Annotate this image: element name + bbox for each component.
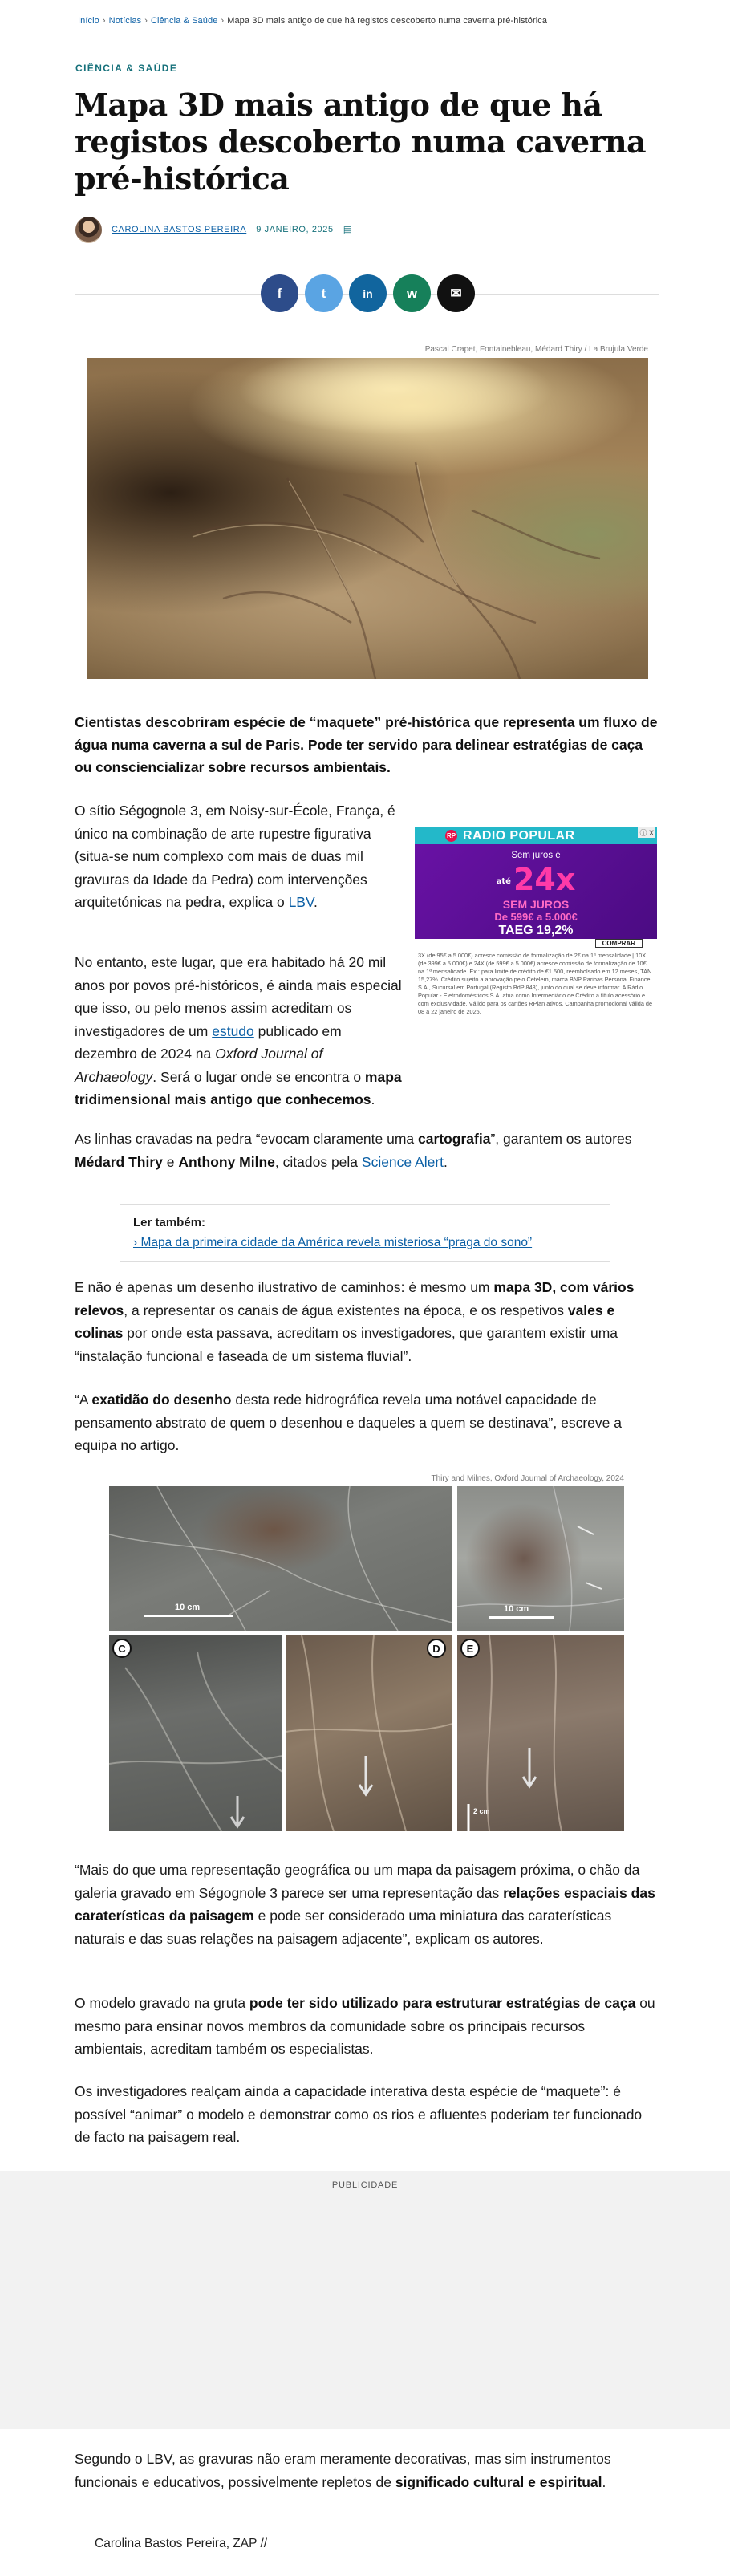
- ad-taeg: TAEG 19,2%: [498, 924, 574, 937]
- paragraph-4-text: , a representar os canais de água existentes na época, e os respetivos: [124, 1302, 568, 1318]
- related-article-box: [120, 1204, 610, 1262]
- panel-c-lines: [109, 1635, 282, 1831]
- byline: [75, 215, 353, 244]
- paragraph-5: [75, 1388, 660, 1457]
- scale-bar: [489, 1616, 554, 1619]
- figure-panel-d: [286, 1635, 452, 1831]
- paragraph-5-bold: exatidão do desenho: [91, 1392, 232, 1408]
- ad-brand: RADIO POPULAR: [463, 829, 575, 843]
- publish-date: 9 JANEIRO, 2025: [256, 225, 334, 234]
- ad-big: 24x: [513, 862, 576, 897]
- paragraph-1-end: .: [314, 894, 318, 910]
- paragraph-2-text: No entanto, este lugar, que era habitado há 20 mil anos por povos pré-históricos, é ainda mais especial que isso, ou pelo menos assim acreditam os investigadores de um: [75, 954, 402, 1039]
- breadcrumb-section[interactable]: Ciência & Saúde: [150, 16, 218, 26]
- paragraph-9-text: Segundo o LBV, as gravuras não eram meramente decorativas, mas sim instrumentos funcionais e educativos, possivelmente repletos de: [75, 2451, 611, 2490]
- paragraph-4-end: por onde esta passava, acreditam os investigadores, que garantem existir uma “instalação funcional e faseada de um sistema fluvial”.: [75, 1325, 618, 1364]
- paragraph-7: [75, 1992, 660, 2061]
- advertisement[interactable]: [415, 827, 657, 1027]
- author-link[interactable]: CAROLINA BASTOS PEREIRA: [112, 225, 247, 234]
- panel-b-lines: [457, 1486, 624, 1631]
- paragraph-3-end: .: [444, 1153, 448, 1170]
- scale-bar: [144, 1615, 233, 1617]
- paragraph-6-bold: relações espaciais das caraterísticas da paisagem: [75, 1884, 655, 1924]
- panel-d-lines: [286, 1635, 452, 1831]
- paragraph-6: [75, 1859, 660, 1950]
- panel-d-label: D: [427, 1639, 446, 1658]
- author-signature: Carolina Bastos Pereira, ZAP //: [95, 2537, 268, 2550]
- twitter-share-button[interactable]: [305, 274, 343, 312]
- paragraph-9: [75, 2448, 660, 2493]
- study-link[interactable]: estudo: [212, 1022, 254, 1039]
- paragraph-3-text: As linhas cravadas na pedra “evocam claramente uma: [75, 1131, 418, 1147]
- breadcrumb-separator: ›: [102, 16, 106, 26]
- image-credit: Pascal Crapet, Fontainebleau, Médard Thiry / La Brujula Verde: [424, 345, 648, 354]
- twitter-icon: t: [321, 285, 326, 301]
- ad-placeholder: [0, 2171, 730, 2429]
- science-alert-link[interactable]: Science Alert: [361, 1153, 444, 1170]
- paragraph-2-text: . Será o lugar onde se encontra o: [152, 1068, 365, 1085]
- breadcrumb-home[interactable]: Início: [78, 16, 99, 26]
- paragraph-1: [75, 799, 407, 914]
- figure-panel-e: [457, 1635, 624, 1831]
- comment-icon[interactable]: ▤: [343, 224, 353, 235]
- figure-panel-b: [457, 1486, 624, 1631]
- facebook-share-button[interactable]: [261, 274, 298, 312]
- paragraph-4: [75, 1276, 660, 1367]
- page-title: Mapa 3D mais antigo de que há registos descoberto numa caverna pré-histórica: [75, 87, 647, 197]
- related-article-link[interactable]: › Mapa da primeira cidade da América revela misteriosa “praga do sono”: [133, 1236, 533, 1249]
- figure-panel-a: [109, 1486, 452, 1631]
- ad-brand-badge: RP: [445, 830, 457, 842]
- ad-no-interest: SEM JUROS: [502, 898, 570, 911]
- engraving-figure: [109, 1486, 624, 1831]
- paragraph-3-bold: cartografia: [418, 1131, 491, 1147]
- cave-engravings: [87, 358, 648, 679]
- ad-fine-print: 3X (de 95€ a 5.000€) acresce comissão de formalização de 2€ na 1ª mensalidade | 10X (de 399€ a 5.000€) e 24X (de 599€ a 5.000€) acresce comissão de formalização de 10€ na 1ª mensalidade. Ex.: para limite de crédito de €1.500, reembolsado em 12 meses, TAN 15,27%. Crédito sujeito a aprovação pelo Cetelem, marca BNP Paribas Personal Finance, S.A., Sucursal em Portugal (Registo BdP 848), junto do qual se deve informar. A Rádio Popular - Eletrodomésticos S.A. atua como Intermediário de Crédito a título acessório e com exclusividade. Válido para os cartões RPlan ativos. Campanha promocional válida de 08 a 22 janeiro de 2025.: [418, 952, 653, 1015]
- breadcrumb-current: Mapa 3D mais antigo de que há registos descoberto numa caverna pré-histórica: [227, 16, 548, 26]
- paragraph-7-text: O modelo gravado na gruta: [75, 1995, 249, 2011]
- panel-e-label: E: [460, 1639, 480, 1658]
- ad-range: De 599€ a 5.000€: [494, 911, 578, 923]
- lbv-link[interactable]: LBV: [288, 894, 314, 910]
- paragraph-4-bold: mapa 3D, com vários relevos: [75, 1279, 635, 1318]
- paragraph-7-end: ou mesmo para ensinar novos membros da comunidade sobre os principais recursos ambientais, acreditam também os especialistas.: [75, 1995, 655, 2057]
- journal-name: Oxford Journal of Archaeology: [75, 1046, 323, 1085]
- figure-panel-c: [109, 1635, 282, 1831]
- breadcrumb-separator: ›: [144, 16, 148, 26]
- ad-line1: Sem juros é: [511, 851, 561, 860]
- author-name: Médard Thiry: [75, 1153, 163, 1170]
- author-name: Anthony Milne: [178, 1153, 275, 1170]
- paragraph-3: [75, 1128, 660, 1173]
- breadcrumb: [78, 16, 547, 26]
- panel-a-lines: [109, 1486, 452, 1631]
- paragraph-2-end: .: [371, 1091, 375, 1107]
- paragraph-6-end: e pode ser considerado uma miniatura das caraterísticas naturais e das suas relações na paisagem adjacente”, explicam os autores.: [75, 1908, 612, 1947]
- email-share-button[interactable]: [437, 274, 475, 312]
- paragraph-4-bold: vales e colinas: [75, 1302, 615, 1341]
- breadcrumb-separator: ›: [221, 16, 225, 26]
- paragraph-2: [75, 951, 407, 1111]
- related-heading: Ler também:: [133, 1216, 206, 1229]
- whatsapp-share-button[interactable]: [393, 274, 431, 312]
- paragraph-3-text: e: [162, 1153, 179, 1170]
- paragraph-2-bold: mapa tridimensional mais antigo que conhecemos: [75, 1068, 402, 1107]
- ad-headline: [415, 862, 657, 897]
- ad-close-button[interactable]: ⓘ X: [639, 829, 654, 837]
- ad-label: PUBLICIDADE: [331, 2180, 399, 2190]
- paragraph-5-end: desta rede hidrográfica revela uma notável capacidade de pensamento abstrato de quem o desenhou e daqueles a quem se destinava”, escreve a equipa no artigo.: [75, 1392, 622, 1453]
- paragraph-2-text: publicado em dezembro de 2024 na: [75, 1022, 342, 1062]
- scale-label: 10 cm: [504, 1604, 529, 1614]
- whatsapp-icon: w: [406, 285, 418, 301]
- paragraph-3-text: ”, garantem os autores: [490, 1131, 632, 1147]
- share-bar: [261, 274, 475, 312]
- paragraph-4-text: E não é apenas um desenho ilustrativo de caminhos: é mesmo um: [75, 1279, 494, 1295]
- paragraph-1-text: O sítio Ségognole 3, em Noisy-sur-École, França, é único na combinação de arte rupestre figurativa (situa-se num complexo com mais de duas mil gravuras da Idade da Pedra) com intervenções arquitetónicas na pedra, explica o: [75, 802, 395, 910]
- paragraph-6-text: “Mais do que uma representação geográfica ou um mapa da paisagem próxima, o chão da galeria gravado em Ségognole 3 parece ser uma representação das: [75, 1862, 640, 1901]
- linkedin-icon: in: [363, 286, 373, 300]
- paragraph-9-bold: significado cultural e espiritual: [395, 2473, 602, 2490]
- paragraph-7-bold: pode ter sido utilizado para estruturar estratégias de caça: [249, 1995, 636, 2011]
- figure-credit: Thiry and Milnes, Oxford Journal of Archaeology, 2024: [431, 1474, 624, 1483]
- breadcrumb-news[interactable]: Notícias: [108, 16, 142, 26]
- email-icon: ✉: [450, 285, 462, 301]
- paragraph-3-text: , citados pela: [274, 1153, 362, 1170]
- scale-label: 10 cm: [175, 1603, 201, 1612]
- panel-c-label: C: [112, 1639, 132, 1658]
- paragraph-5-text: “A: [75, 1392, 92, 1408]
- article-lead: Cientistas descobriram espécie de “maquete” pré-histórica que representa um fluxo de água numa caverna a sul de Paris. Pode ter servido para delinear estratégias de caça ou consciencializar sobre recursos ambientais.: [75, 714, 658, 775]
- linkedin-share-button[interactable]: [349, 274, 387, 312]
- paragraph-8: Os investigadores realçam ainda a capacidade interativa desta espécie de “maquete”: é possível “animar” o modelo e demonstrar como os rios e afluentes poderiam ter funcionado de facto na paisagem real.: [75, 2083, 643, 2145]
- ad-cta-button[interactable]: COMPRAR: [595, 939, 643, 948]
- scale-label-small: 2 cm: [473, 1807, 490, 1815]
- cave-photo: [87, 358, 648, 679]
- avatar[interactable]: [75, 217, 102, 243]
- facebook-icon: f: [277, 285, 282, 301]
- panel-e-lines: [457, 1635, 624, 1831]
- category-label[interactable]: CIÊNCIA & SAÚDE: [75, 63, 178, 74]
- paragraph-9-end: .: [602, 2473, 606, 2490]
- ad-until: até: [496, 877, 511, 886]
